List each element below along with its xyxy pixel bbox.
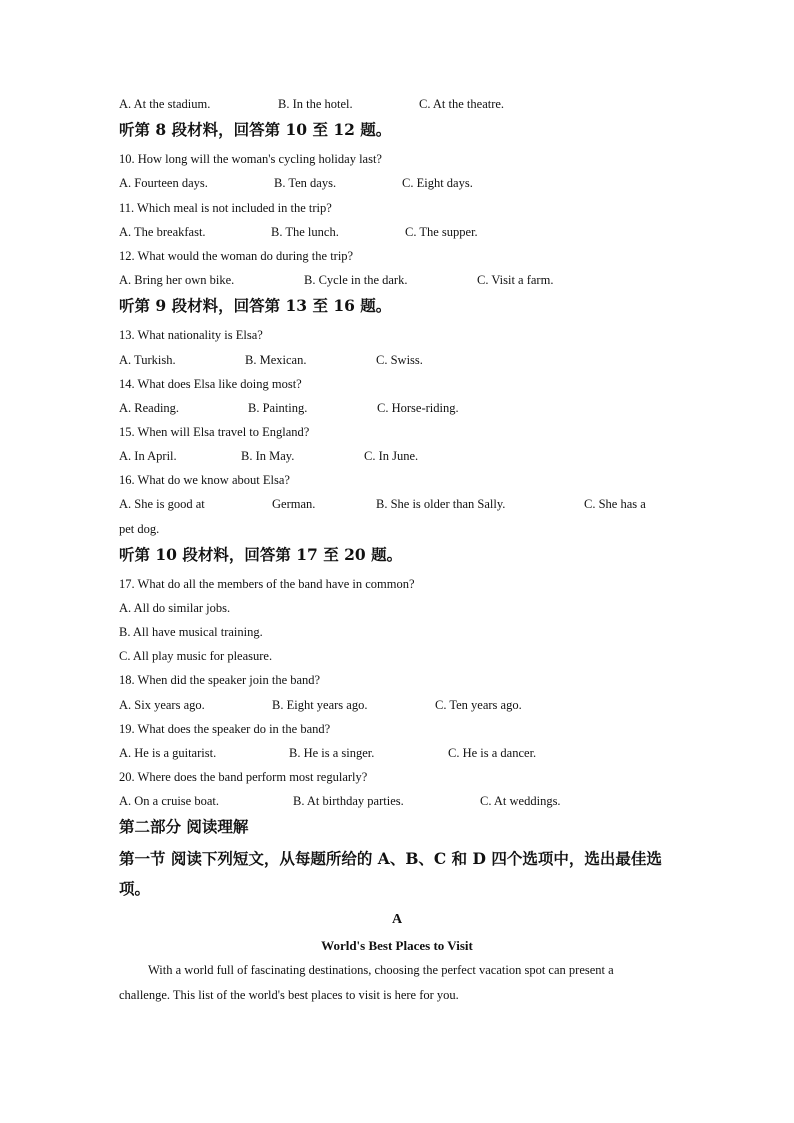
- option-b: B. Mexican.: [245, 353, 307, 367]
- section-9-header: 听第 9 段材料，回答第 13 至 16 题。: [119, 296, 392, 315]
- option-b: B. She is older than Sally.: [376, 497, 506, 511]
- option-c: C. He is a dancer.: [448, 746, 537, 760]
- option-b: B. In the hotel.: [278, 97, 353, 111]
- question-15-stem: 15. When will Elsa travel to England?: [119, 425, 310, 439]
- question-19-options: [119, 745, 679, 761]
- option-b: B. In May.: [241, 449, 295, 463]
- option-c: C. In June.: [364, 449, 419, 463]
- passage-paragraph-line-1: With a world full of fascinating destinations, choosing the perfect vacation spot can present a: [148, 963, 614, 977]
- option-b: B. The lunch.: [271, 225, 339, 239]
- question-11-options: [119, 224, 679, 240]
- passage-letter: A: [391, 912, 403, 927]
- option-a: A. Bring her own bike.: [119, 273, 235, 287]
- section-8-header: 听第 8 段材料，回答第 10 至 12 题。: [119, 120, 392, 139]
- option-a: A. Turkish.: [119, 353, 176, 367]
- question-18-options: [119, 697, 679, 713]
- option-b: B. Cycle in the dark.: [304, 273, 408, 287]
- question-19-stem: 19. What does the speaker do in the band?: [119, 722, 331, 736]
- option-a: A. At the stadium.: [119, 97, 211, 111]
- option-b: B. Eight years ago.: [272, 698, 368, 712]
- question-12-stem: 12. What would the woman do during the trip?: [119, 249, 354, 263]
- question-15-options: [119, 448, 679, 464]
- question-10-stem: 10. How long will the woman's cycling holiday last?: [119, 152, 382, 166]
- option-b: B. Painting.: [248, 401, 308, 415]
- option-c: C. At the theatre.: [419, 97, 505, 111]
- part-2-instruction-continued: 项。: [119, 879, 151, 898]
- passage-paragraph-line-2: challenge. This list of the world's best places to visit is here for you.: [119, 988, 459, 1002]
- option-a: A. On a cruise boat.: [119, 794, 219, 808]
- passage-title: World's Best Places to Visit: [321, 938, 473, 953]
- option-c: C. Visit a farm.: [477, 273, 554, 287]
- option-c: C. The supper.: [405, 225, 478, 239]
- question-13-options: [119, 352, 679, 368]
- question-20-options: [119, 793, 679, 809]
- question-14-stem: 14. What does Elsa like doing most?: [119, 377, 302, 391]
- option-a-continued: German.: [272, 497, 316, 511]
- option-c: C. Ten years ago.: [435, 698, 522, 712]
- part-2-instruction: 第一节 阅读下列短文，从每题所给的 A、B、C 和 D 四个选项中，选出最佳选: [119, 849, 662, 868]
- question-12-options: [119, 272, 679, 288]
- question-18-stem: 18. When did the speaker join the band?: [119, 673, 321, 687]
- option-a: A. The breakfast.: [119, 225, 206, 239]
- question-10-options: [119, 175, 679, 191]
- option-c: C. She has a: [584, 497, 646, 511]
- option-b: B. Ten days.: [274, 176, 337, 190]
- option-a: A. Reading.: [119, 401, 180, 415]
- section-10-header: 听第 10 段材料，回答第 17 至 20 题。: [119, 545, 403, 564]
- question-14-options: [119, 400, 679, 416]
- option-c-continued: pet dog.: [119, 522, 160, 536]
- option-b: B. He is a singer.: [289, 746, 375, 760]
- question-11-stem: 11. Which meal is not included in the trip?: [119, 201, 332, 215]
- option-c: C. At weddings.: [480, 794, 561, 808]
- option-c: C. Horse-riding.: [377, 401, 459, 415]
- question-16-stem: 16. What do we know about Elsa?: [119, 473, 290, 487]
- option-a: A. Fourteen days.: [119, 176, 208, 190]
- part-2-header: 第二部分 阅读理解: [119, 817, 249, 836]
- option-c: C. Swiss.: [376, 353, 423, 367]
- question-13-stem: 13. What nationality is Elsa?: [119, 328, 263, 342]
- question-17-option-c: C. All play music for pleasure.: [119, 649, 273, 663]
- question-9-options: [119, 96, 679, 112]
- question-17-stem: 17. What do all the members of the band have in common?: [119, 577, 415, 591]
- option-a: A. She is good at: [119, 497, 205, 511]
- option-c: C. Eight days.: [402, 176, 473, 190]
- option-b: B. At birthday parties.: [293, 794, 404, 808]
- option-a: A. Six years ago.: [119, 698, 205, 712]
- option-a: A. In April.: [119, 449, 177, 463]
- question-17-option-b: B. All have musical training.: [119, 625, 263, 639]
- question-17-option-a: A. All do similar jobs.: [119, 601, 231, 615]
- option-a: A. He is a guitarist.: [119, 746, 217, 760]
- question-16-options: [119, 496, 679, 512]
- question-20-stem: 20. Where does the band perform most regularly?: [119, 770, 368, 784]
